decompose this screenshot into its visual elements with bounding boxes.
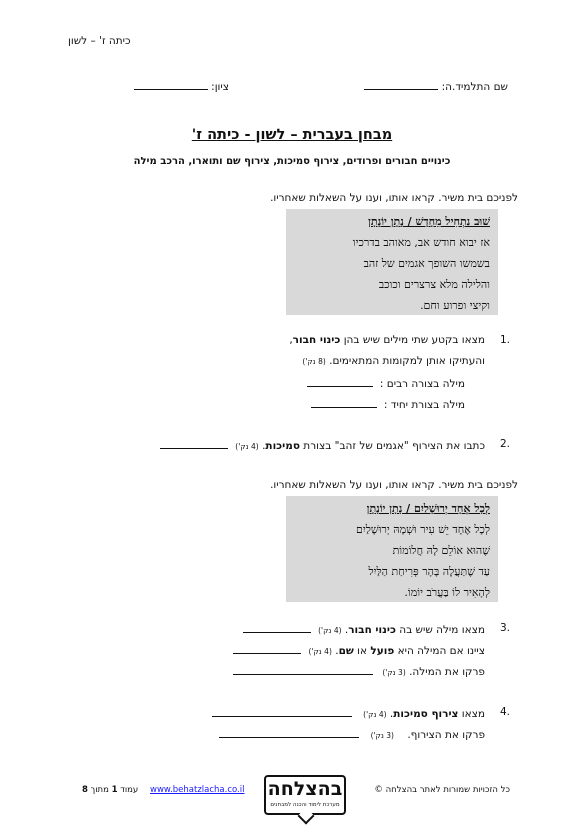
q4-answer2[interactable] xyxy=(219,727,359,738)
grade-field[interactable] xyxy=(134,79,208,90)
student-name-field[interactable] xyxy=(364,79,438,90)
q4-text1: מצאו xyxy=(458,708,485,720)
page-title: מבחן בעברית – לשון - כיתה ז' xyxy=(191,127,393,143)
poem1-line: וקיצי ופרוע וחם. xyxy=(420,299,490,312)
q3-bold1: כינוי חבור xyxy=(348,624,396,636)
q3-answer1[interactable] xyxy=(243,622,311,633)
q1-number: 1. xyxy=(500,334,511,346)
q3-line1 xyxy=(243,622,485,636)
grade-row xyxy=(134,79,229,93)
poem1-line: בשמשו השופך אגמים של זהב xyxy=(363,257,490,270)
q2-bold: סמיכות xyxy=(265,440,300,452)
q4-answer1[interactable] xyxy=(212,706,352,717)
q3-bold3: שם xyxy=(338,645,354,657)
q3-points2: (4 נק') xyxy=(308,647,332,656)
q1-singular-answer[interactable] xyxy=(311,397,377,408)
logo-text: בהצלחה xyxy=(267,778,343,800)
q3-mid: או xyxy=(353,645,371,657)
q1-plural-row xyxy=(307,376,465,390)
q2-text: כתבו את הצירוף "אגמים של זהב" בצורת xyxy=(299,440,485,452)
q1-line2 xyxy=(302,355,485,367)
q3-answer2[interactable] xyxy=(233,643,301,654)
poem1-title: שׁוּב נַתְחִיל מֵחָדָשׁ / נָתָן יוֹנָתָן xyxy=(368,215,490,228)
student-name-label: שם התלמיד.ה: xyxy=(441,81,508,93)
q2-answer[interactable] xyxy=(160,438,228,449)
q3-answer3[interactable] xyxy=(233,664,373,675)
q3-line3 xyxy=(233,664,485,678)
q4-bold: צירוף סמיכות xyxy=(393,708,459,720)
q4-points2: (3 נק') xyxy=(370,731,394,740)
copyright-text: כל הזכויות שמורות לאתר בהצלחה © xyxy=(374,785,510,795)
q3-text2: ציינו אם המילה היא xyxy=(394,645,485,657)
page-total: 8 xyxy=(82,785,88,795)
q3-points3: (3 נק') xyxy=(382,668,406,677)
q2-number: 2. xyxy=(500,438,511,450)
logo-tail xyxy=(298,808,315,825)
q3-number: 3. xyxy=(500,622,511,634)
section1-intro: לפניכם בית משיר. קראו אותו, וענו על השאלות שאחריו. xyxy=(270,192,518,204)
q4-line2 xyxy=(219,727,485,741)
q2-punct: . xyxy=(262,440,266,452)
q1-bold: כינוי חבור xyxy=(292,334,341,346)
poem1-box xyxy=(286,209,498,315)
site-logo xyxy=(264,775,346,815)
page-word: עמוד xyxy=(120,785,139,795)
q4-points1: (4 נק') xyxy=(363,710,387,719)
page-subtitle: כינויים חבורים ופרודים, צירוף סמיכות, צירוף שם ותוארו, הרכב מילה xyxy=(133,156,451,167)
q3-points1: (4 נק') xyxy=(318,626,342,635)
q1-line1 xyxy=(289,334,485,346)
q2-points: (4 נק') xyxy=(235,442,259,451)
q4-line1 xyxy=(212,706,485,720)
q3-bold2: פועל xyxy=(370,645,395,657)
poem2-title: לְכָל אֶחָד יְרוּשָׁלַיִם / נָתָן יוֹנָתָן xyxy=(366,502,490,515)
poem2-box xyxy=(286,496,498,602)
of-word: מתוך xyxy=(90,785,109,795)
class-label: כיתה ז' – לשון xyxy=(68,35,131,47)
q1-singular-label: מילה בצורת יחיד : xyxy=(383,399,465,411)
logo-subtitle: מערכת לימוד והכנה למבחנים xyxy=(270,802,340,808)
q3-text3: פרקו את המילה. xyxy=(409,666,485,678)
student-name-row xyxy=(364,79,508,93)
poem2-line: עַד שֶׁתַּעֲלֶה בָּהָר פְּרִיחַת הַלַּיִל xyxy=(368,565,490,578)
q4-text2: פרקו את הצירוף. xyxy=(407,729,485,741)
q3-text1: מצאו מילה שיש בה xyxy=(395,624,485,636)
q1-text2: והעתיקו אותן למקומות המתאימים. xyxy=(329,355,485,367)
q3-line2 xyxy=(233,643,485,657)
poem2-line: שֶׁהוּא אוֹלֵם לָהּ חֲלוֹמוֹת xyxy=(392,544,490,557)
page-number: 1 xyxy=(111,785,118,795)
grade-label: ציון: xyxy=(211,81,229,93)
page-indicator xyxy=(82,785,138,795)
q2-line xyxy=(160,438,485,452)
q1-text: מצאו בקטע שתי מילים שיש בהן xyxy=(340,334,485,346)
q1-points: (8 נק') xyxy=(302,357,326,366)
poem1-line: אז יבוא חודש אב, מאוהב בדרכיו xyxy=(352,236,490,249)
q1-plural-answer[interactable] xyxy=(307,376,373,387)
poem1-line: והלילה מלא צרצרים וכוכב xyxy=(378,278,490,291)
q1-punct: , xyxy=(289,334,293,346)
q1-plural-label: מילה בצורה רבים : xyxy=(379,378,465,390)
q3-punct2: . xyxy=(335,645,339,657)
q4-number: 4. xyxy=(500,706,511,718)
section2-intro: לפניכם בית משיר. קראו אותו, וענו על השאלות שאחריו. xyxy=(270,479,518,491)
website-link[interactable]: www.behatzlacha.co.il xyxy=(150,785,245,795)
poem2-line: לְהָאִיר לוֹ בַּעֲרֹב יוֹמוֹ. xyxy=(404,586,490,599)
q3-punct1: . xyxy=(344,624,349,636)
q1-singular-row xyxy=(311,397,465,411)
poem2-line: לְכָל אֶחָד יֵשׁ עִיר וּשְׁמָהּ יְרוּשָׁלַיִם xyxy=(356,523,490,536)
q4-punct: . xyxy=(389,708,394,720)
